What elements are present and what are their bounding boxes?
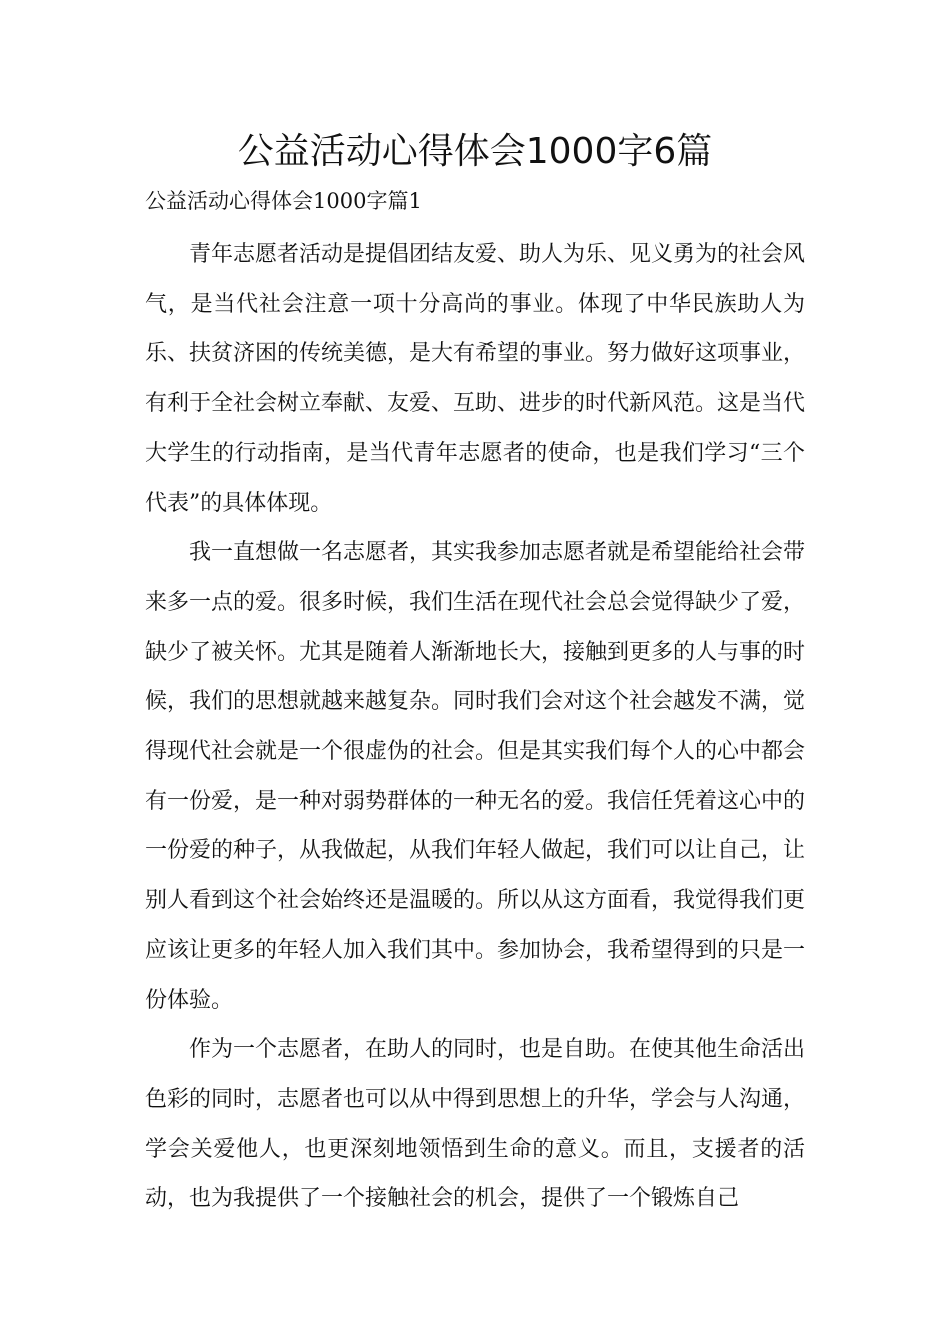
- paragraph-2: 我一直想做一名志愿者，其实我参加志愿者就是希望能给社会带来多一点的爱。很多时候，我们生活在现代社会总会觉得缺少了爱，缺少了被关怀。尤其是随着人渐渐地长大，接触到更多的人与事的时候，我们的思想就越来越复杂。同时我们会对这个社会越发不满，觉得现代社会就是一个很虚伪的社会。但是其实我们每个人的心中都会有一份爱，是一种对弱势群体的一种无名的爱。我信任凭着这心中的一份爱的种子，从我做起，从我们年轻人做起，我们可以让自己，让别人看到这个社会始终还是温暖的。所以从这方面看，我觉得我们更应该让更多的年轻人加入我们其中。参加协会，我希望得到的只是一份体验。: [145, 540, 806, 1013]
- paragraph-1: 青年志愿者活动是提倡团结友爱、助人为乐、见义勇为的社会风气，是当代社会注意一项十分高尚的事业。体现了中华民族助人为乐、扶贫济困的传统美德，是大有希望的事业。努力做好这项事业，有利于全社会树立奉献、友爱、互助、进步的时代新风范。这是当代大学生的行动指南，是当代青年志愿者的使命，也是我们学习“三个代表”的具体体现。: [145, 242, 806, 516]
- document-title: 公益活动心得体会1000字6篇: [237, 131, 713, 172]
- paragraph-3: 作为一个志愿者，在助人的同时，也是自助。在使其他生命活出色彩的同时，志愿者也可以从中得到思想上的升华，学会与人沟通，学会关爱他人，也更深刻地领悟到生命的意义。而且，支援者的活动，也为我提供了一个接触社会的机会，提供了一个锻炼自己: [145, 1037, 806, 1212]
- document-body: [145, 230, 805, 1224]
- section-heading: 公益活动心得体会1000字篇1: [145, 189, 422, 213]
